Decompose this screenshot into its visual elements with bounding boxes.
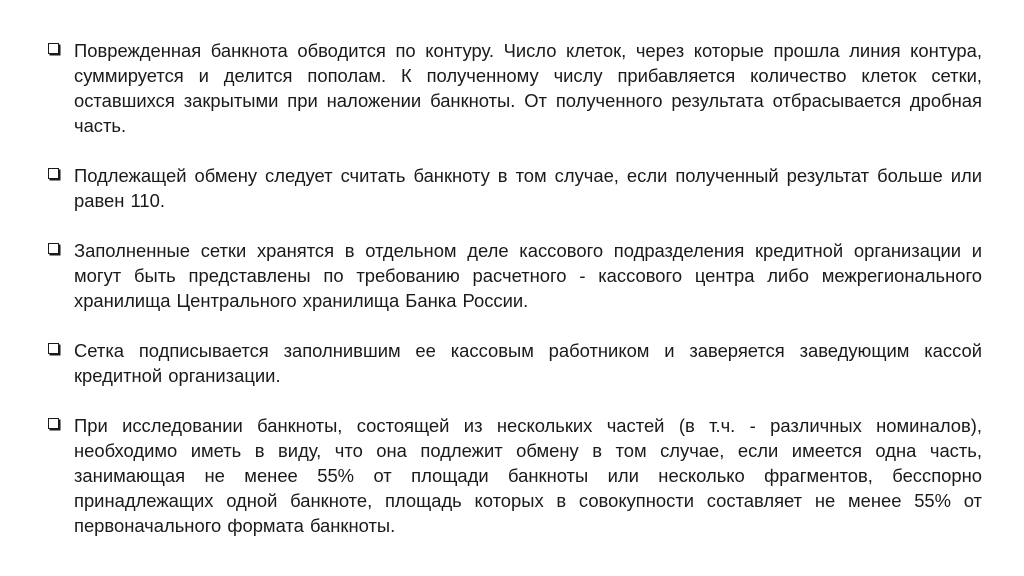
bullet-text: Подлежащей обмену следует считать банкноту в том случае, если полученный результат больше или равен 110.	[74, 165, 982, 211]
hollow-square-bullet-icon	[48, 343, 59, 354]
bullet-item-exchange-threshold	[46, 163, 982, 213]
hollow-square-bullet-icon	[48, 168, 59, 179]
bullet-text: При исследовании банкноты, состоящей из нескольких частей (в т.ч. - различных номиналов), необходимо иметь в виду, что она подлежит обмену в том случае, если имеется одна часть, занимающая не менее 55% от площади банкноты или несколько фрагментов, бесспорно принадлежащих одной банкноте, площадь которых в совокупности составляет не менее 55% от первоначального формата банкноты.	[74, 415, 982, 536]
hollow-square-bullet-icon	[48, 43, 59, 54]
hollow-square-bullet-icon	[48, 418, 59, 429]
bullet-text: Поврежденная банкнота обводится по контуру. Число клеток, через которые прошла линия контура, суммируется и делится пополам. К полученному числу прибавляется количество клеток сетки, оставшихся закрытыми при наложении банкноты. От полученного результата отбрасывается дробная часть.	[74, 40, 982, 136]
bullet-item-multipart-banknote	[46, 413, 982, 538]
bullet-text: Заполненные сетки хранятся в отдельном деле кассового подразделения кредитной организации и могут быть представлены по требованию расчетного - кассового центра либо межрегионального хранилища Центрального хранилища Банка России.	[74, 240, 982, 311]
bullet-item-grid-storage	[46, 238, 982, 313]
hollow-square-bullet-icon	[48, 243, 59, 254]
bullet-text: Сетка подписывается заполнившим ее кассовым работником и заверяется заведующим кассой кредитной организации.	[74, 340, 982, 386]
bullet-item-grid-signing	[46, 338, 982, 388]
bullet-item-contour-counting	[46, 38, 982, 138]
bullet-list	[46, 38, 982, 563]
